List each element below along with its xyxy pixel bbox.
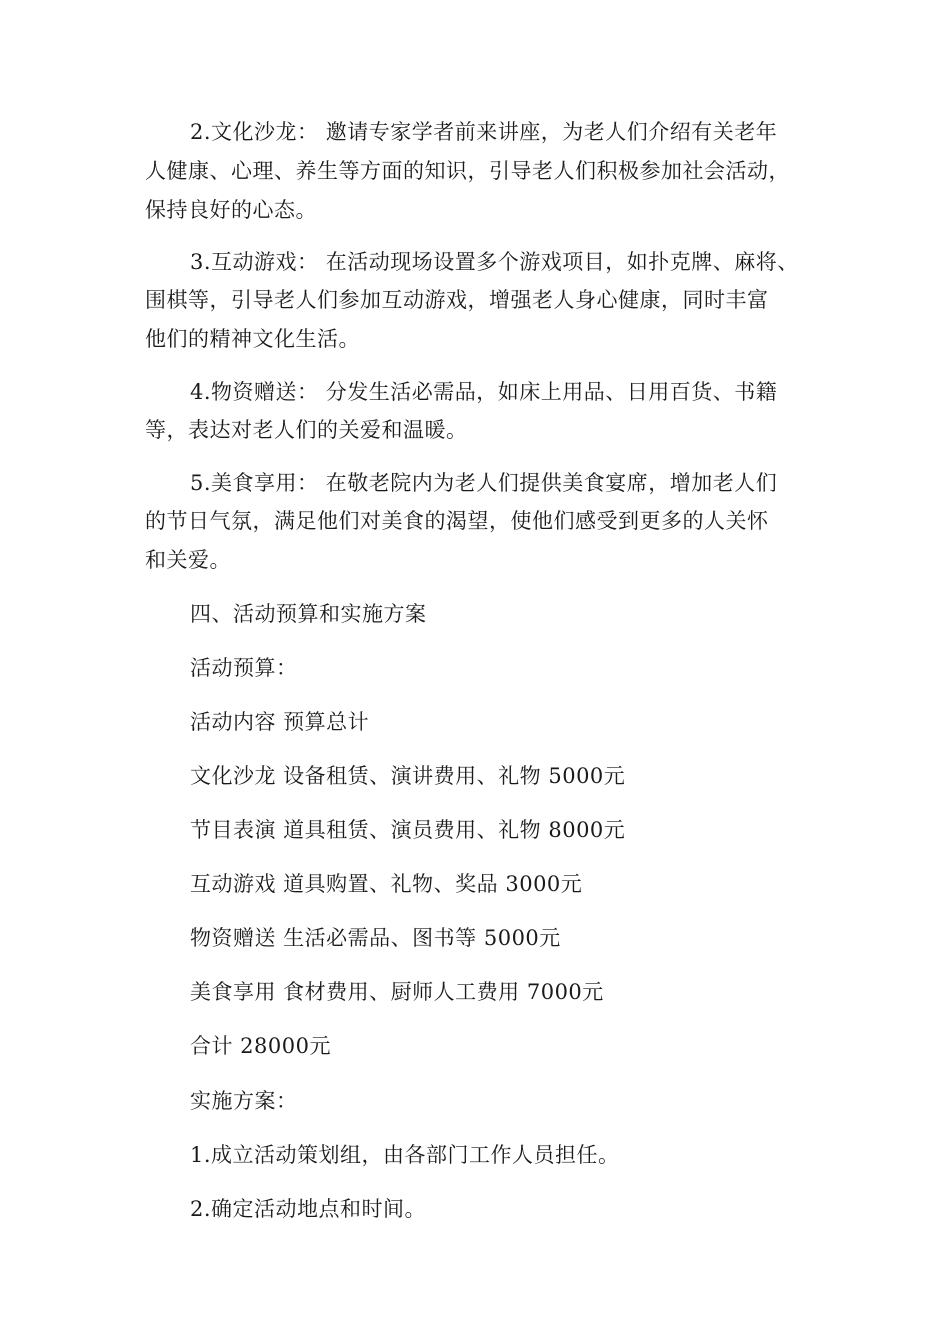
paragraph-line: 等，表达对老人们的关爱和温暖。	[145, 418, 468, 442]
section-heading: 四、活动预算和实施方案	[190, 602, 427, 626]
budget-total: 合计 28000元	[190, 1034, 331, 1058]
budget-header: 活动内容 预算总计	[190, 710, 370, 734]
budget-item: 物资赠送 生活必需品、图书等 5000元	[190, 926, 561, 950]
paragraph-line: 人健康、心理、养生等方面的知识，引导老人们积极参加社会活动，	[145, 159, 790, 183]
paragraph-line: 保持良好的心态。	[145, 198, 317, 222]
paragraph-line: 4.物资赠送： 分发生活必需品，如床上用品、日用百货、书籍	[190, 380, 778, 404]
paragraph-line: 2.文化沙龙： 邀请专家学者前来讲座，为老人们介绍有关老年	[190, 120, 778, 144]
budget-item: 节目表演 道具租赁、演员费用、礼物 8000元	[190, 818, 626, 842]
budget-label: 活动预算：	[190, 656, 298, 680]
paragraph-line: 的节日气氛，满足他们对美食的渴望，使他们感受到更多的人关怀	[145, 509, 769, 533]
plan-label: 实施方案：	[190, 1089, 298, 1113]
budget-item: 文化沙龙 设备租赁、演讲费用、礼物 5000元	[190, 764, 626, 788]
budget-item: 互动游戏 道具购置、礼物、奖品 3000元	[190, 872, 583, 896]
plan-item: 2.确定活动地点和时间。	[190, 1197, 427, 1221]
paragraph-line: 3.互动游戏： 在活动现场设置多个游戏项目，如扑克牌、麻将、	[190, 250, 799, 274]
paragraph-line: 他们的精神文化生活。	[145, 327, 360, 351]
paragraph-line: 和关爱。	[145, 548, 231, 572]
budget-item: 美食享用 食材费用、厨师人工费用 7000元	[190, 980, 604, 1004]
plan-item: 1.成立活动策划组，由各部门工作人员担任。	[190, 1143, 620, 1167]
paragraph-line: 5.美食享用： 在敬老院内为老人们提供美食宴席，增加老人们	[190, 471, 778, 495]
paragraph-line: 围棋等，引导老人们参加互动游戏，增强老人身心健康，同时丰富	[145, 288, 769, 312]
